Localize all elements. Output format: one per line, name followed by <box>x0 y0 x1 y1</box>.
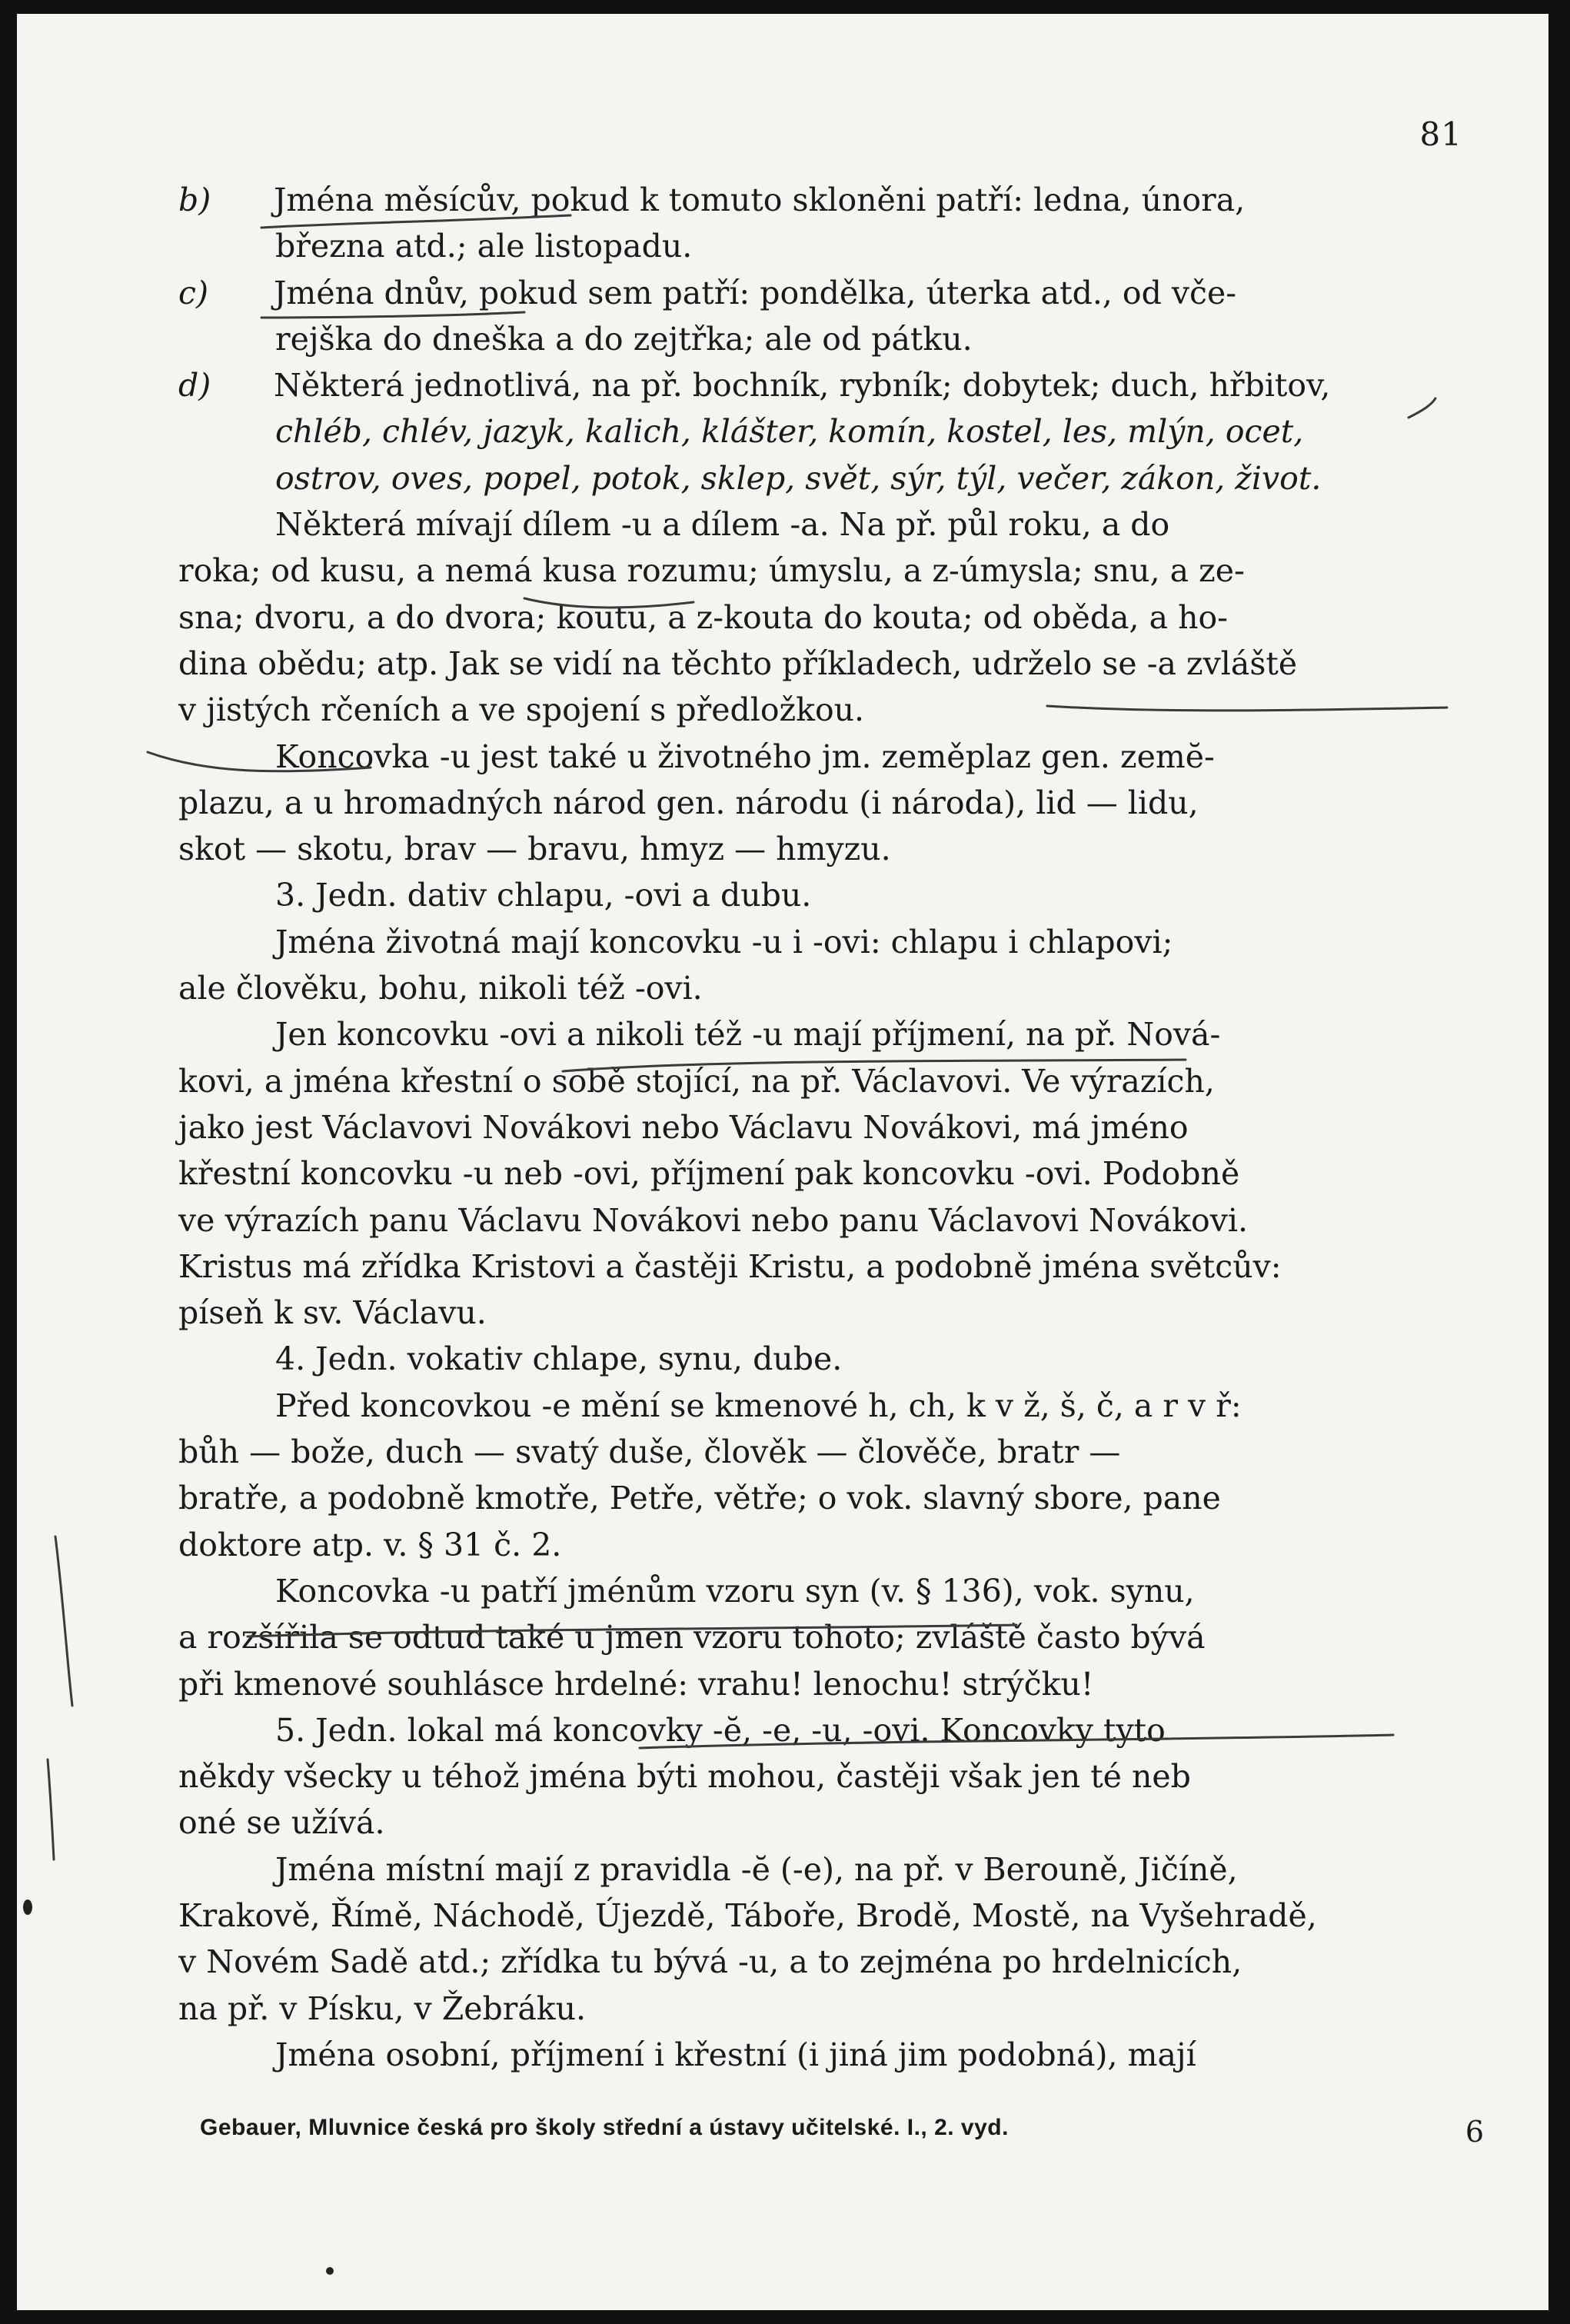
text-line: Krakově, Římě, Náchodě, Újezdě, Táboře, Brodě, Mostě, na Vyšehradě, <box>178 1896 1317 1934</box>
item-label: d) <box>178 367 211 405</box>
text-line: Jen koncovku -ovi a nikoli též -u mají příjmení, na př. Nová- <box>275 1016 1221 1054</box>
text-line: skot — skotu, brav — bravu, hmyz — hmyzu. <box>178 831 891 868</box>
text-line: křestní koncovku -u neb -ovi, příjmení pak koncovku -ovi. Podobně <box>178 1155 1240 1193</box>
text-line: Koncovka -u patří jménům vzoru syn (v. § 136), vok. synu, <box>275 1572 1195 1610</box>
item-label: b) <box>178 181 211 218</box>
text-line: Koncovka -u jest také u životného jm. zeměplaz gen. zemĕ- <box>275 737 1215 775</box>
text-line: někdy všecky u téhož jména býti mohou, častěji však jen té neb <box>178 1758 1191 1796</box>
pencil-margin-line <box>48 1760 54 1860</box>
text-line: dina obědu; atp. Jak se vidí na těchto příkladech, udrželo se -a zvláště <box>178 644 1298 682</box>
page-speck <box>23 1899 32 1915</box>
text-line: v Novém Sadě atd.; zřídka tu bývá -u, a to zejména po hrdelnicích, <box>178 1943 1242 1981</box>
text-line: kovi, a jména křestní o sobě stojící, na př. Václavovi. Ve výrazích, <box>178 1062 1215 1100</box>
text-line <box>178 270 1415 316</box>
text-line: chléb, chlév, jazyk, kalich, klášter, komín, kostel, les, mlýn, ocet, <box>275 413 1304 451</box>
pencil-margin-line <box>55 1537 72 1706</box>
text-line: doktore atp. v. § 31 č. 2. <box>178 1526 562 1563</box>
text-line: Jména osobní, příjmení i křestní (i jiná jim podobná), mají <box>275 2036 1196 2073</box>
signature-mark: 6 <box>1465 2115 1484 2149</box>
line-text: Jména dnův, pokud sem patří: pondělka, úterka atd., od vče- <box>274 274 1237 311</box>
text-line: a rozšířila se odtud také u jmen vzoru tohoto; zvláště často bývá <box>178 1619 1206 1656</box>
text-line: roka; od kusu, a nemá kusa rozumu; úmyslu, a z-úmysla; snu, a ze- <box>178 552 1245 590</box>
text-line: oné se užívá. <box>178 1804 385 1842</box>
text-line: Jména životná mají koncovku -u i -ovi: chlapu i chlapovi; <box>275 923 1173 961</box>
item-label: c) <box>178 274 208 311</box>
text-line: rejška do dneška a do zejtřka; ale od pátku. <box>275 320 973 358</box>
text-line: bratře, a podobně kmotře, Petře, větře; o vok. slavný sbore, pane <box>178 1480 1221 1517</box>
text-line: v jistých rčeních a ve spojení s předložkou. <box>178 691 865 729</box>
footer-citation: Gebauer, Mluvnice česká pro školy střední a ústavy učitelské. I., 2. vyd. <box>200 2115 1009 2140</box>
line-text: Některá jednotlivá, na př. bochník, rybník; dobytek; duch, hřbitov, <box>274 367 1331 405</box>
section-heading-lokal: 5. Jedn. lokal má koncovky -ĕ, -e, -u, -ovi. Koncovky tyto <box>275 1711 1166 1749</box>
text-line <box>178 177 1415 223</box>
section-heading-dativ: 3. Jedn. dativ chlapu, -ovi a dubu. <box>275 877 812 914</box>
page-number: 81 <box>1419 115 1462 153</box>
text-line: sna; dvoru, a do dvora; koutu, a z-kouta do kouta; od oběda, a ho- <box>178 598 1229 636</box>
text-line: na př. v Písku, v Žebráku. <box>178 1989 587 2027</box>
page-speck <box>326 2267 334 2275</box>
text-line: při kmenové souhlásce hrdelné: vrahu! lenochu! strýčku! <box>178 1665 1094 1703</box>
text-line: ostrov, oves, popel, potok, sklep, svět, sýr, týl, večer, zákon, život. <box>275 459 1322 497</box>
page-body-text <box>178 177 1415 2078</box>
text-line: bůh — bože, duch — svatý duše, člověk — člověče, bratr — <box>178 1433 1121 1471</box>
text-line: Jména místní mají z pravidla -ĕ (-e), na př. v Berouně, Jičíně, <box>275 1850 1238 1888</box>
text-line: píseň k sv. Václavu. <box>178 1294 487 1332</box>
text-line: jako jest Václavovi Novákovi nebo Václavu Novákovi, má jméno <box>178 1108 1189 1146</box>
text-line: ale člověku, bohu, nikoli též -ovi. <box>178 970 703 1007</box>
line-text: Jména měsícův, pokud k tomuto skloněni patří: ledna, února, <box>274 181 1246 218</box>
text-line: plazu, a u hromadných národ gen. národu (i národa), lid — lidu, <box>178 784 1199 821</box>
text-line <box>178 362 1415 408</box>
section-heading-vokativ: 4. Jedn. vokativ chlape, synu, dube. <box>275 1340 843 1378</box>
text-line: března atd.; ale listopadu. <box>275 228 693 265</box>
text-line: Některá mívají dílem -u a dílem -a. Na př. půl roku, a do <box>275 506 1170 544</box>
page-sheet <box>17 14 1548 2310</box>
text-line: Kristus má zřídka Kristovi a častěji Kristu, a podobně jména světcův: <box>178 1247 1282 1285</box>
text-line: ve výrazích panu Václavu Novákovi nebo panu Václavovi Novákovi. <box>178 1201 1249 1239</box>
text-line: Před koncovkou -e mění se kmenové h, ch, k v ž, š, č, a r v ř: <box>275 1387 1242 1424</box>
